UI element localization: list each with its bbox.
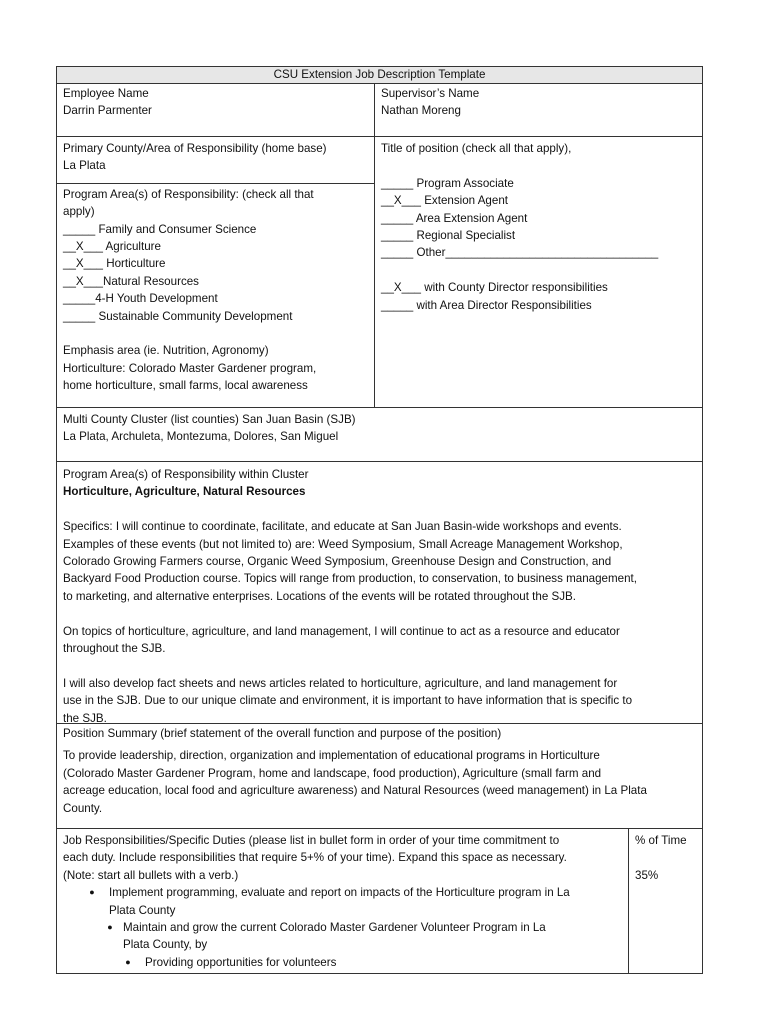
duty-bullet-level2: ● Maintain and grow the current Colorado Master Gardener Volunteer Program in La Plata County, by bbox=[63, 919, 622, 954]
program-area-item: _____4-H Youth Development bbox=[63, 292, 218, 306]
specifics-line: Examples of these events (but not limited to) are: Weed Symposium, Small Acreage Management Workshop, bbox=[63, 537, 623, 551]
county-program-cell bbox=[57, 137, 375, 407]
cluster-cell bbox=[57, 408, 362, 461]
cluster-row bbox=[57, 408, 702, 462]
form-title: CSU Extension Job Description Template bbox=[57, 67, 702, 84]
specifics-line: Backyard Food Production course. Topics will range from production, to conservation, to business management, bbox=[63, 572, 637, 586]
position-title-cell bbox=[375, 137, 702, 407]
bullet-dot-icon: ● bbox=[107, 922, 113, 933]
position-option: __X___ Extension Agent bbox=[381, 194, 508, 208]
cluster-counties: La Plata, Archuleta, Montezuma, Dolores, San Miguel bbox=[63, 430, 339, 444]
position-option: _____ Other_________________________________ bbox=[381, 246, 659, 260]
factsheet-paragraph-line: I will also develop fact sheets and news articles related to horticulture, agriculture, and land management for bbox=[63, 676, 618, 690]
duty-bullet-level3: ● Providing opportunities for volunteers bbox=[63, 954, 622, 971]
percent-time-cell bbox=[628, 829, 702, 973]
responsibilities-label: each duty. Include responsibilities that require 5+% of your time). Expand this space as necessary. bbox=[63, 851, 567, 865]
program-area-item: __X___ Horticulture bbox=[63, 257, 166, 271]
responsibility-row bbox=[57, 137, 702, 408]
emphasis-label: Emphasis area (ie. Nutrition, Agronomy) bbox=[63, 344, 269, 358]
bullet-dot-icon: ● bbox=[125, 956, 131, 967]
position-summary-label: Position Summary (brief statement of the overall function and purpose of the position) bbox=[63, 727, 502, 740]
specifics-line: Colorado Growing Farmers course, Organic Weed Symposium, Greenhouse Design and Construction, and bbox=[63, 555, 612, 569]
program-areas-block bbox=[57, 183, 374, 395]
primary-county-value: La Plata bbox=[63, 159, 106, 173]
supervisor-value: Nathan Moreng bbox=[381, 104, 461, 118]
position-summary-line: To provide leadership, direction, organization and implementation of educational programs in Horticulture bbox=[63, 749, 600, 763]
job-description-form bbox=[56, 66, 703, 974]
responsibilities-row bbox=[57, 829, 702, 973]
supervisor-cell bbox=[375, 84, 702, 136]
cluster-label: Multi County Cluster (list counties) San Juan Basin (SJB) bbox=[63, 413, 356, 426]
program-areas-label: Program Area(s) of Responsibility: (check all that bbox=[63, 187, 314, 201]
names-row bbox=[57, 84, 702, 137]
cluster-program-cell bbox=[57, 462, 643, 723]
specifics-line: Specifics: I will continue to coordinate, facilitate, and educate at San Juan Basin-wide workshops and events. bbox=[63, 520, 622, 534]
cluster-program-row bbox=[57, 462, 702, 724]
position-summary-row bbox=[57, 724, 702, 829]
bullet-dot-icon: ● bbox=[89, 887, 95, 898]
emphasis-line: Horticulture: Colorado Master Gardener program, bbox=[63, 361, 317, 375]
cluster-program-areas: Horticulture, Agriculture, Natural Resources bbox=[63, 485, 306, 499]
responsibilities-label: (Note: start all bullets with a verb.) bbox=[63, 868, 239, 882]
position-option: _____ Area Extension Agent bbox=[381, 211, 528, 225]
supervisor-label: Supervisor’s Name bbox=[381, 87, 480, 100]
program-area-item: _____ Sustainable Community Development bbox=[63, 309, 293, 323]
responsibilities-cell bbox=[57, 829, 628, 973]
factsheet-paragraph-line: use in the SJB. Due to our unique climate and environment, it is important to have information that is specific to bbox=[63, 694, 633, 708]
percent-time-value: 35% bbox=[635, 868, 659, 882]
program-areas-label-cont: apply) bbox=[63, 205, 95, 219]
resource-paragraph-line: throughout the SJB. bbox=[63, 642, 166, 656]
position-title-label: Title of position (check all that apply), bbox=[381, 142, 572, 155]
cluster-program-label: Program Area(s) of Responsibility within Cluster bbox=[63, 468, 309, 481]
primary-county-label: Primary County/Area of Responsibility (home base) bbox=[63, 142, 327, 155]
position-summary-line: acreage education, local food and agriculture awareness) and Natural Resources (weed management) in La Plata bbox=[63, 784, 647, 798]
factsheet-paragraph-line: the SJB. bbox=[63, 711, 107, 725]
resource-paragraph-line: On topics of horticulture, agriculture, and land management, I will continue to act as a resource and educator bbox=[63, 624, 620, 638]
employee-value: Darrin Parmenter bbox=[63, 104, 152, 118]
percent-time-header: % of Time bbox=[635, 834, 687, 847]
position-summary-line: County. bbox=[63, 801, 103, 815]
program-area-item: __X___ Agriculture bbox=[63, 240, 161, 254]
employee-cell bbox=[57, 84, 375, 136]
employee-label: Employee Name bbox=[63, 87, 149, 100]
position-summary-cell bbox=[57, 724, 653, 828]
position-summary-line: (Colorado Master Gardener Program, home and landscape, food production), Agriculture (small farm and bbox=[63, 766, 602, 780]
emphasis-line: home horticulture, small farms, local awareness bbox=[63, 379, 308, 393]
director-option: _____ with Area Director Responsibilities bbox=[381, 298, 592, 312]
responsibilities-label: Job Responsibilities/Specific Duties (please list in bullet form in order of your time commitment to bbox=[63, 834, 560, 847]
duty-bullet-level1: ● Implement programming, evaluate and report on impacts of the Horticulture program in La Plata County bbox=[63, 884, 622, 919]
specifics-line: to marketing, and alternative enterprises. Locations of the events will be rotated throughout the SJB. bbox=[63, 589, 577, 603]
position-option: _____ Program Associate bbox=[381, 176, 514, 190]
director-option: __X___ with County Director responsibilities bbox=[381, 281, 608, 295]
program-area-item: __X___Natural Resources bbox=[63, 274, 199, 288]
program-area-item: _____ Family and Consumer Science bbox=[63, 222, 257, 236]
position-option: _____ Regional Specialist bbox=[381, 229, 516, 243]
